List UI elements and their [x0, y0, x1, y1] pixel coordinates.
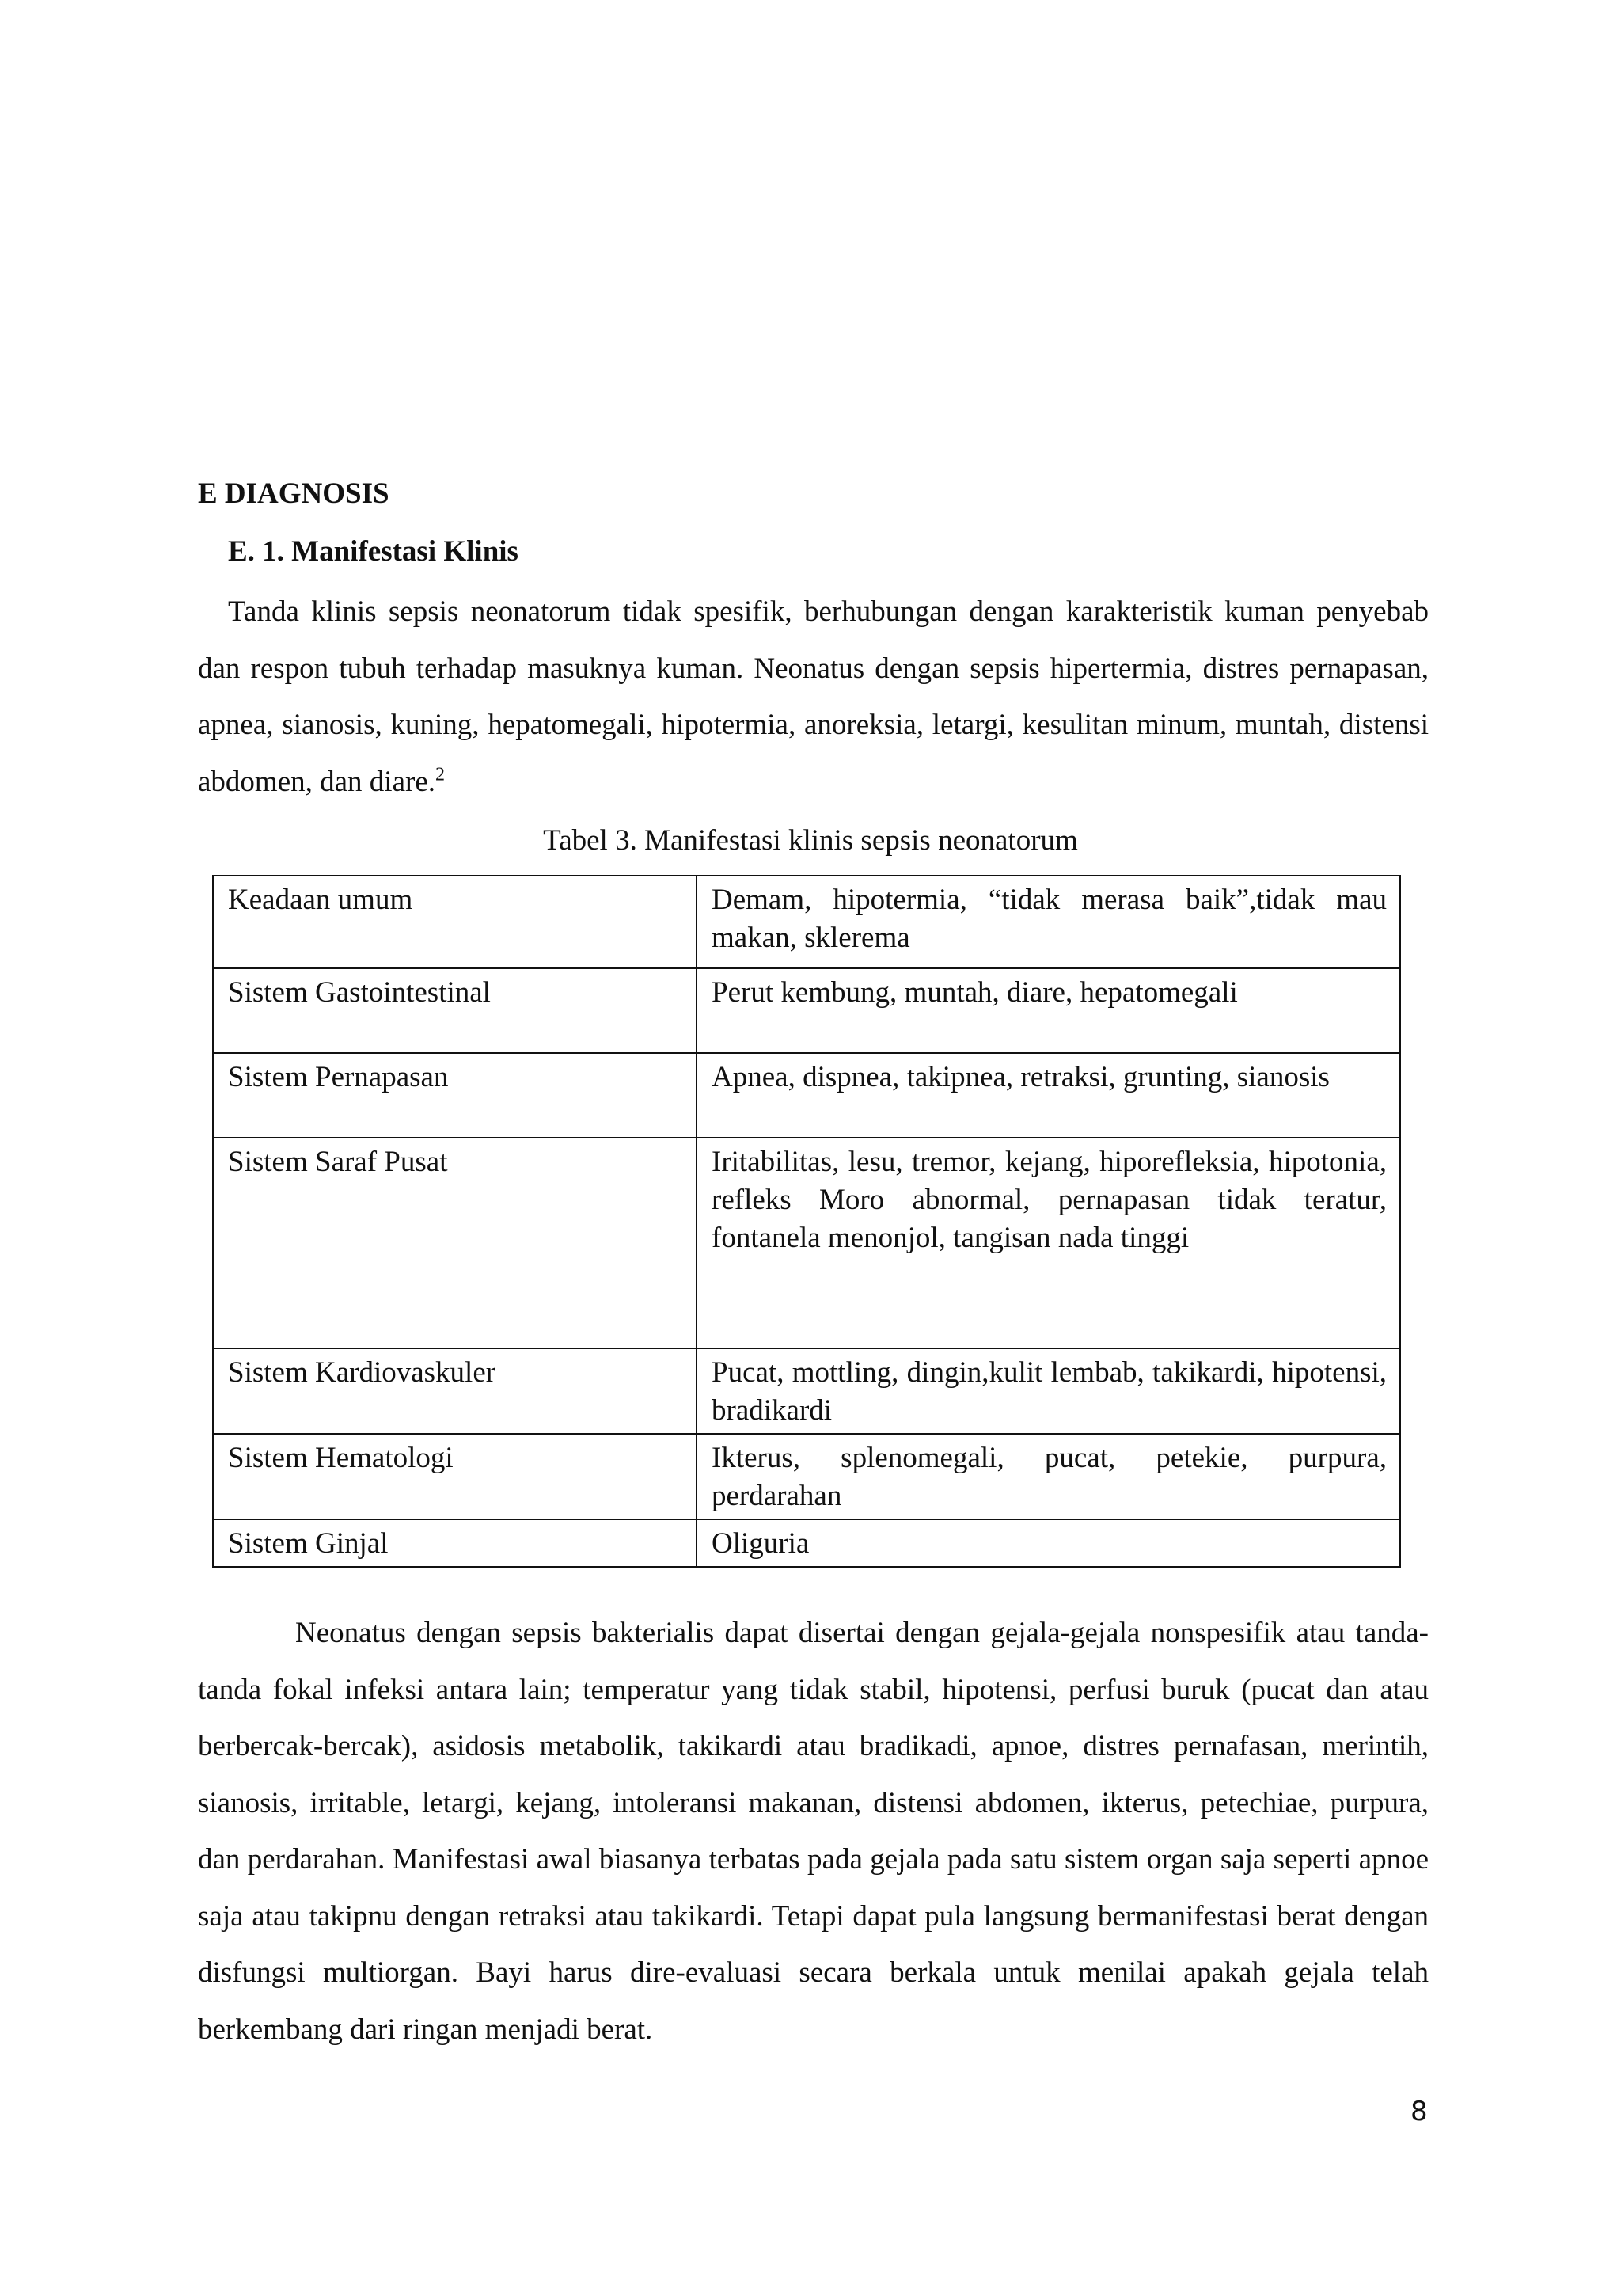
intro-paragraph: [198, 584, 1429, 810]
table-row: [213, 968, 1400, 1053]
table-row: [213, 1053, 1400, 1138]
signs-cell: Perut kembung, muntah, diare, hepatomegali: [697, 968, 1400, 1053]
system-cell: Sistem Kardiovaskuler: [213, 1348, 697, 1434]
system-cell: Sistem Hematologi: [213, 1434, 697, 1519]
footnote-reference: 2: [435, 764, 445, 785]
system-cell: Sistem Gastointestinal: [213, 968, 697, 1053]
clinical-manifestations-table: [212, 875, 1401, 1568]
signs-cell: Pucat, mottling, dingin,kulit lembab, takikardi, hipotensi, bradikardi: [697, 1348, 1400, 1434]
body-paragraph: Neonatus dengan sepsis bakterialis dapat disertai dengan gejala-gejala nonspesifik atau tanda-tanda fokal infeksi antara lain; temperatur yang tidak stabil, hipotensi, perfusi buruk (pucat dan atau berbercak-bercak), asidosis metabolik, takikardi atau bradikadi, apnoe, distres pernafasan, merintih, sianosis, irritable, letargi, kejang, intoleransi makanan, distensi abdomen, ikterus, petechiae, purpura, dan perdarahan. Manifestasi awal biasanya terbatas pada gejala pada satu sistem organ saja seperti apnoe saja atau takipnu dengan retraksi atau takikardi. Tetapi dapat pula langsung bermanifestasi berat dengan disfungsi multiorgan. Bayi harus dire-evaluasi secara berkala untuk menilai apakah gejala telah berkembang dari ringan menjadi berat.: [198, 1617, 1429, 2046]
signs-cell: Demam, hipotermia, “tidak merasa baik”,tidak mau makan, sklerema: [697, 876, 1400, 968]
signs-cell: Iritabilitas, lesu, tremor, kejang, hiporefleksia, hipotonia, refleks Moro abnormal, pernapasan tidak teratur, fontanela menonjol, tangisan nada tinggi: [697, 1138, 1400, 1348]
table-row: [213, 1434, 1400, 1519]
table-caption: Tabel 3. Manifestasi klinis sepsis neonatorum: [543, 824, 1078, 857]
system-cell: Sistem Pernapasan: [213, 1053, 697, 1138]
table-row: [213, 876, 1400, 968]
intro-paragraph-text: Tanda klinis sepsis neonatorum tidak spesifik, berhubungan dengan karakteristik kuman penyebab dan respon tubuh terhadap masuknya kuman. Neonatus dengan sepsis hipertermia, distres pernapasan, apnea, sianosis, kuning, hepatomegali, hipotermia, anoreksia, letargi, kesulitan minum, muntah, distensi abdomen, dan diare.: [198, 595, 1429, 798]
system-cell: Sistem Saraf Pusat: [213, 1138, 697, 1348]
system-cell: Keadaan umum: [213, 876, 697, 968]
table-row: [213, 1348, 1400, 1434]
table-row: [213, 1138, 1400, 1348]
signs-cell: Ikterus, splenomegali, pucat, petekie, purpura, perdarahan: [697, 1434, 1400, 1519]
page-number: 8: [1410, 2096, 1428, 2127]
system-cell: Sistem Ginjal: [213, 1519, 697, 1567]
table-row: [213, 1519, 1400, 1567]
section-heading: E DIAGNOSIS: [198, 477, 389, 510]
signs-cell: Oliguria: [697, 1519, 1400, 1567]
subsection-heading: E. 1. Manifestasi Klinis: [228, 535, 518, 568]
signs-cell: Apnea, dispnea, takipnea, retraksi, grunting, sianosis: [697, 1053, 1400, 1138]
